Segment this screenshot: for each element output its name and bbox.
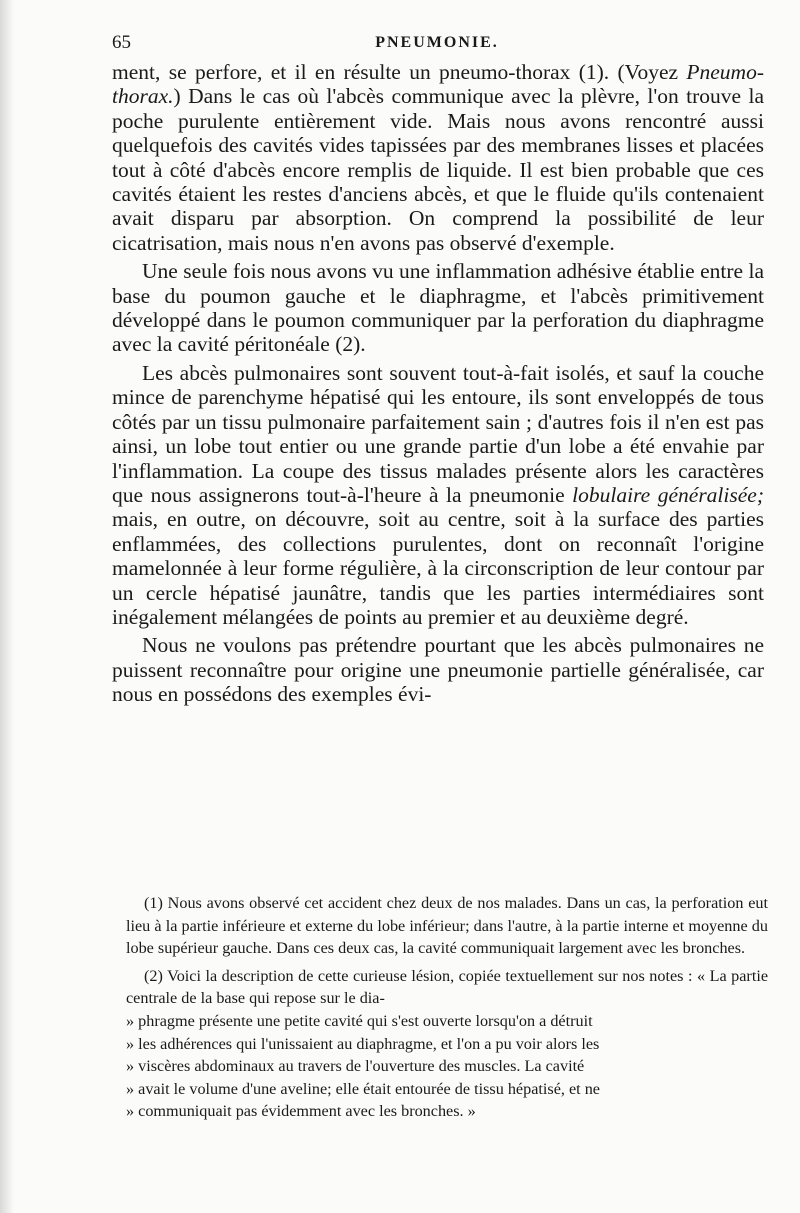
footnote-2-quote-line: » avait le volume d'une aveline; elle était entourée de tissu hépatisé, et ne <box>126 1079 600 1098</box>
running-title: PNEUMONIE. <box>375 34 499 51</box>
page-gutter <box>0 0 14 1213</box>
paragraph-1 <box>112 60 764 255</box>
footnote-2 <box>126 965 768 1123</box>
italic-text: Pneumo-thorax. <box>112 60 764 109</box>
footnote-2-intro: (2) Voici la description de cette curieuse lésion, copiée textuellement sur nos notes : « La partie centrale de la base qui repose sur le dia- <box>126 966 768 1008</box>
footnote-2-quote-line: » les adhérences qui l'unissaient au diaphragme, et l'on a pu voir alors les <box>126 1034 600 1053</box>
text-span: ) Dans le cas où l'abcès communique avec la plèvre, l'on trouve la poche purulente entièrement vide. Mais nous avons rencontré aussi quelquefois des cavités vides tapissées par des membranes lisses et placées tout à côté d'abcès encore remplis de liquide. Il est bien probable que ces cavités étaient les restes d'anciens abcès, et que le fluide qu'ils contenaient avait disparu par absorption. On comprend la possibilité de leur cicatrisation, mais nous n'en avons pas observé d'exemple. <box>112 84 764 255</box>
text-span: Nous ne voulons pas prétendre pourtant que les abcès pulmonaires ne puissent reconnaître pour origine une pneumonie partielle généralisée, car nous en possédons des exemples évi- <box>112 633 764 707</box>
text-span: Une seule fois nous avons vu une inflammation adhésive établie entre la base du poumon gauche et le diaphragme, et l'abcès primitivement développé dans le poumon communiquer par la perforation du diaphragme avec la cavité péritonéale (2). <box>112 259 764 357</box>
page-header <box>112 32 762 60</box>
italic-text: lobulaire généralisée; <box>572 482 764 507</box>
footnote-2-quote-line: » communiquait pas évidemment avec les bronches. » <box>126 1102 476 1121</box>
footnote-2-quote-line: » viscères abdominaux au travers de l'ouverture des muscles. La cavité <box>126 1057 585 1076</box>
footnote-1: (1) Nous avons observé cet accident chez deux de nos malades. Dans un cas, la perforation eut lieu à la partie inférieure et externe du lobe inférieur; dans l'autre, à la partie interne et moyenne du lobe supérieur gauche. Dans ces deux cas, la cavité communiquait largement avec les bronches. <box>126 894 768 958</box>
paragraph-4 <box>112 633 764 706</box>
footnote-2-quote-line: » phragme présente une petite cavité qui s'est ouverte lorsqu'on a détruit <box>126 1011 593 1030</box>
paragraph-2 <box>112 259 764 357</box>
footnotes <box>126 892 768 1128</box>
text-span: ment, se perfore, et il en résulte un pneumo-thorax (1). (Voyez <box>112 60 687 84</box>
page-number: 65 <box>112 32 131 53</box>
text-span: Les abcès pulmonaires sont souvent tout-à-fait isolés, et sauf la couche mince de parenchyme hépatisé qui les entoure, ils sont enveloppés de tous côtés par un tissu pulmonaire parfaitement sain ; d'autres fois il n'en est pas ainsi, un lobe tout entier ou une grande partie d'un lobe a été envahie par l'inflammation. La coupe des tissus malades présente alors les caractères que nous assignerons tout-à-l'heure à la pneumonie <box>112 360 764 507</box>
paragraph-3 <box>112 361 764 629</box>
text-span: mais, en outre, on découvre, soit au centre, soit à la surface des parties enflammées, des collections purulentes, dont on reconnaît l'origine mamelonnée à leur forme régulière, à la circonscription de leur contour par un cercle hépatisé jaunâtre, tandis que les parties intermédiaires sont inégalement mélangées de points au premier et au deuxième degré. <box>112 507 764 629</box>
main-text <box>112 60 764 711</box>
